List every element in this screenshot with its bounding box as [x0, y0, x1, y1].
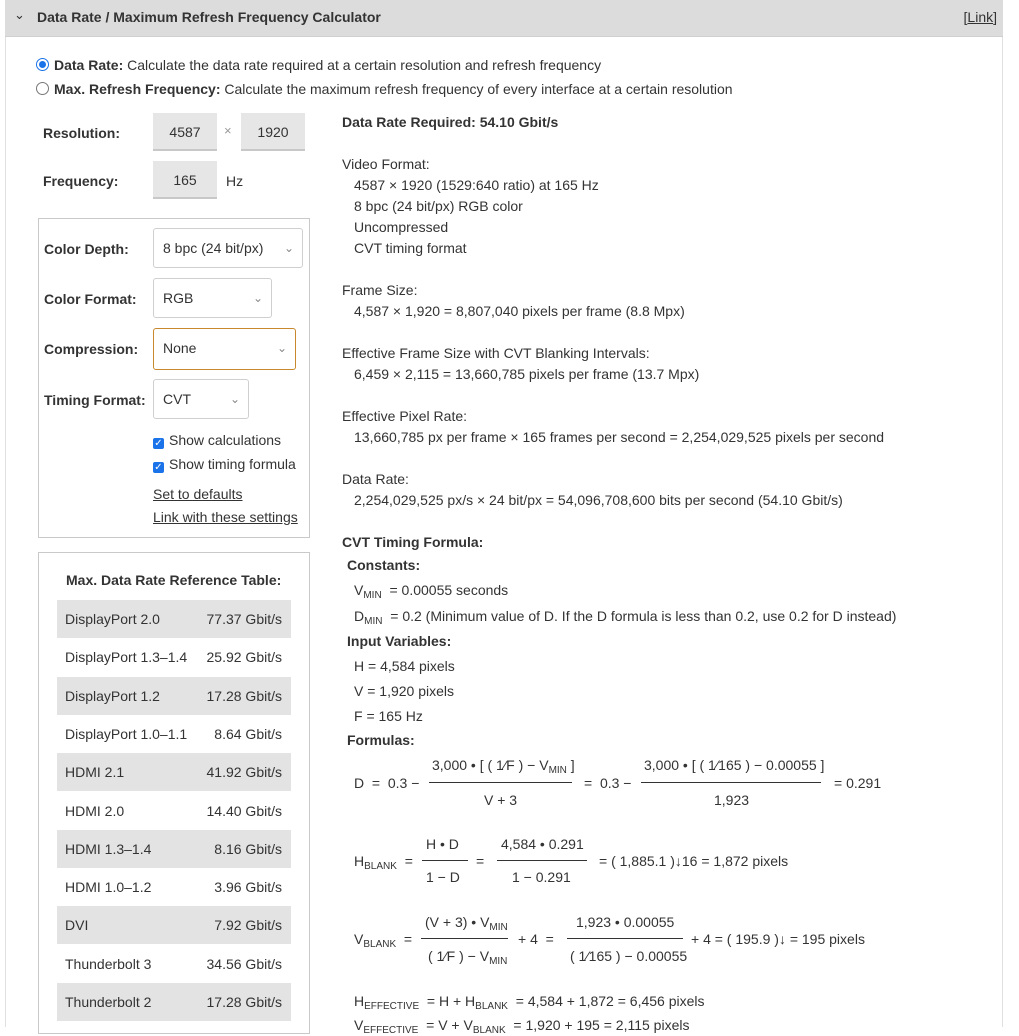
video-format-line: 4587 × 1920 (1529:640 ratio) at 165 Hz	[354, 177, 599, 193]
video-format-label: Video Format:	[342, 156, 430, 172]
set-defaults-link[interactable]: Set to defaults	[153, 486, 243, 502]
show-calculations-label: Show calculations	[169, 432, 282, 448]
chevron-down-icon: ⌄	[276, 341, 287, 355]
frame-size-label: Frame Size:	[342, 282, 418, 298]
frequency-input[interactable]: 165	[153, 161, 217, 199]
timing-format-label: Timing Format:	[44, 392, 146, 408]
interface-name: Thunderbolt 3	[65, 955, 152, 972]
frame-border-left	[5, 37, 6, 1027]
chevron-down-icon: ⌄	[283, 241, 294, 255]
data-rate-mode-desc: Calculate the data rate required at a certain resolution and refresh frequency	[127, 57, 602, 73]
show-calculations-checkbox[interactable]	[153, 432, 281, 449]
hblank-denominator-1: 1 − D	[426, 869, 460, 885]
interface-name: HDMI 1.0–1.2	[65, 879, 152, 896]
f-variable: F = 165 Hz	[354, 708, 423, 724]
interface-max-rate: 17.28 Gbit/s	[206, 687, 282, 704]
v-effective-rest: = 1,920 + 195 = 2,115 pixels	[513, 1017, 690, 1033]
vblank-fraction-bar-1	[421, 938, 508, 939]
vmin-constant: $V_{MIN} = 0.00055$ seconds	[354, 582, 509, 601]
chevron-down-icon: ⌄	[252, 291, 263, 305]
d-result: = 0.291	[834, 775, 882, 791]
interface-name: Thunderbolt 2	[65, 994, 152, 1010]
interface-max-rate: 41.92 Gbit/s	[206, 764, 282, 781]
permalink-label: Link	[967, 9, 994, 25]
d-formula-mid: = 0.3 −	[584, 775, 632, 791]
vblank-lhs: $V_{BLANK}$ =	[354, 931, 413, 950]
mode-data-rate[interactable]	[36, 57, 601, 73]
v-variable: V = 1,920 pixels	[354, 683, 455, 699]
vblank-result: + 4 = ( 195.9 )↓ = 195 pixels	[691, 931, 865, 947]
show-timing-formula-checkbox[interactable]	[153, 456, 296, 473]
chevron-down-icon[interactable]: ⌄	[14, 7, 25, 22]
data-rate-label: Data Rate:	[342, 471, 409, 487]
width-input[interactable]: 4587	[153, 113, 217, 151]
video-format-line: CVT timing format	[354, 240, 467, 256]
v-effective: $V_{EFFECTIVE} = V + V_{BLANK} = 1,920 + 195 = 2,115$ pixels	[354, 1017, 690, 1036]
color-format-value: RGB	[163, 290, 194, 306]
radio-data-rate[interactable]	[36, 58, 49, 71]
interface-name: DisplayPort 1.2	[65, 687, 160, 704]
hblank-numerator-2: 4,584 • 0.291	[501, 836, 584, 852]
d-formula-lhs: D = 0.3 −	[354, 775, 420, 791]
vblank-plus-four: + 4 =	[518, 931, 554, 947]
eff-frame-label: Effective Frame Size with CVT Blanking Intervals:	[342, 345, 650, 361]
d-numerator-1-text: 3,000 • [ ( 1⁄F ) − V	[432, 757, 549, 773]
color-depth-value: 8 bpc (24 bit/px)	[163, 240, 264, 256]
reference-row	[57, 792, 291, 830]
hblank-equals: =	[476, 853, 485, 869]
interface-max-rate: 14.40 Gbit/s	[206, 802, 282, 819]
interface-max-rate: 3.96 Gbit/s	[214, 879, 282, 896]
interface-max-rate: 7.92 Gbit/s	[214, 917, 282, 934]
max-refresh-mode-label: Max. Refresh Frequency:	[54, 81, 221, 97]
interface-name: DisplayPort 1.0–1.1	[65, 725, 188, 742]
vblank-denominator-2: ( 1⁄165 ) − 0.00055	[570, 948, 688, 964]
constants-label: Constants:	[347, 557, 421, 573]
interface-max-rate: 17.28 Gbit/s	[206, 994, 282, 1010]
pixel-rate-value: 13,660,785 px per frame × 165 frames per second = 2,254,029,525 pixels per second	[354, 429, 885, 445]
hz-unit: Hz	[226, 173, 244, 189]
reference-row	[57, 677, 291, 715]
color-format-select[interactable]	[153, 278, 272, 318]
vblank-numerator-2: 1,923 • 0.00055	[576, 914, 675, 930]
hblank-fraction-bar-1	[422, 860, 468, 861]
times-sign: ×	[224, 123, 232, 138]
vblank-numerator-1-text: (V + 3) • V	[425, 914, 490, 930]
interface-max-rate: 34.56 Gbit/s	[206, 955, 282, 972]
reference-row	[57, 715, 291, 753]
page-title: Data Rate / Maximum Refresh Frequency Calculator	[37, 9, 381, 25]
formulas-label: Formulas:	[347, 732, 415, 748]
height-input[interactable]: 1920	[241, 113, 305, 151]
d-numerator-1: 3,000 • [ ( 1⁄F ) − $V_{MIN}$ ]	[432, 757, 575, 776]
compression-select[interactable]	[153, 328, 296, 370]
link-close-bracket: ]	[993, 9, 997, 25]
link-settings-link[interactable]: Link with these settings	[153, 509, 298, 525]
chevron-down-icon: ⌄	[229, 392, 240, 406]
color-format-label: Color Format:	[44, 291, 137, 307]
interface-name: HDMI 2.1	[65, 764, 125, 781]
data-rate-value: 2,254,029,525 px/s × 24 bit/px = 54,096,708,600 bits per second (54.10 Gbit/s)	[354, 492, 843, 508]
pixel-rate-label: Effective Pixel Rate:	[342, 408, 468, 424]
reference-row	[57, 906, 291, 944]
reference-row	[57, 983, 291, 1021]
radio-max-refresh[interactable]	[36, 82, 49, 95]
interface-max-rate: 25.92 Gbit/s	[206, 649, 282, 666]
hblank-numerator-1: H • D	[426, 836, 459, 852]
checkmark-icon[interactable]: ✓	[154, 462, 163, 473]
vblank-numerator-1: (V + 3) • $V_{MIN}$	[425, 914, 508, 933]
video-format-line: 8 bpc (24 bit/px) RGB color	[354, 198, 523, 214]
color-depth-select[interactable]	[153, 228, 303, 268]
vblank-fraction-bar-2	[567, 938, 683, 939]
frame-size-value: 4,587 × 1,920 = 8,807,040 pixels per frame (8.8 Mpx)	[354, 303, 685, 319]
checkmark-icon[interactable]: ✓	[154, 438, 163, 449]
vmin-value: = 0.00055 seconds	[389, 582, 509, 598]
reference-row	[57, 753, 291, 791]
timing-format-select[interactable]	[153, 379, 249, 419]
data-rate-mode-label: Data Rate:	[54, 57, 124, 73]
d-denominator-1: V + 3	[484, 792, 518, 808]
permalink[interactable]	[964, 9, 997, 25]
hblank-lhs: $H_{BLANK}$ =	[354, 853, 413, 872]
d-numerator-2: 3,000 • [ ( 1⁄165 ) − 0.00055 ]	[644, 757, 825, 773]
show-timing-formula-label: Show timing formula	[169, 456, 296, 472]
interface-max-rate: 77.37 Gbit/s	[206, 611, 282, 627]
reference-row	[57, 830, 291, 868]
video-format-line: Uncompressed	[354, 219, 449, 235]
eff-frame-value: 6,459 × 2,115 = 13,660,785 pixels per frame (13.7 Mpx)	[354, 366, 700, 382]
compression-label: Compression:	[44, 341, 139, 357]
dmin-constant: $D_{MIN} = 0.2$ (Minimum value of D. If the D formula is less than 0.2, use 0.2 for D instead)	[354, 608, 897, 627]
data-rate-required: Data Rate Required: 54.10 Gbit/s	[342, 114, 559, 130]
h-effective-eq: = H + H	[426, 993, 476, 1009]
interface-name: HDMI 1.3–1.4	[65, 840, 152, 857]
max-refresh-mode-desc: Calculate the maximum refresh frequency of every interface at a certain resolution	[224, 81, 733, 97]
d-fraction-bar-2	[641, 782, 821, 783]
interface-name: HDMI 2.0	[65, 802, 125, 819]
frequency-label: Frequency:	[43, 173, 119, 189]
interface-max-rate: 8.16 Gbit/s	[214, 840, 282, 857]
interface-name: DisplayPort 2.0	[65, 611, 160, 627]
vblank-denominator-1-text: ( 1⁄F ) − V	[428, 948, 490, 964]
frame-border-right	[1002, 37, 1003, 1027]
cvt-title: CVT Timing Formula:	[342, 534, 484, 550]
h-effective-rest: = 4,584 + 1,872 = 6,456 pixels	[515, 993, 705, 1009]
link-open-bracket: [	[963, 9, 968, 25]
color-depth-label: Color Depth:	[44, 241, 129, 257]
hblank-fraction-bar-2	[497, 860, 587, 861]
reference-row	[57, 868, 291, 906]
dmin-value: = 0.2 (Minimum value of D. If the D formula is less than 0.2, use 0.2 for D instead)	[390, 608, 897, 624]
v-effective-eq: = V + V	[426, 1017, 473, 1033]
interface-name: DisplayPort 1.3–1.4	[65, 649, 188, 666]
vblank-denominator-1: ( 1⁄F ) − $V_{MIN}$	[428, 948, 508, 967]
h-effective: $H_{EFFECTIVE} = H + H_{BLANK} = 4,584 + 1,872 = 6,456$ pixels	[354, 993, 705, 1012]
resolution-label: Resolution:	[43, 125, 120, 141]
reference-row	[57, 600, 291, 638]
compression-value: None	[163, 340, 197, 356]
reference-row	[57, 638, 291, 676]
d-fraction-bar-1	[429, 782, 572, 783]
timing-format-value: CVT	[163, 391, 191, 407]
calculator-header[interactable]	[5, 0, 1003, 37]
reference-title: Max. Data Rate Reference Table:	[66, 572, 282, 588]
h-variable: H = 4,584 pixels	[354, 658, 455, 674]
interface-name: DVI	[65, 917, 89, 934]
hblank-result: = ( 1,885.1 )↓16 = 1,872 pixels	[599, 853, 789, 869]
hblank-denominator-2: 1 − 0.291	[512, 869, 571, 885]
mode-max-refresh[interactable]	[36, 81, 733, 97]
d-denominator-2: 1,923	[714, 792, 750, 808]
interface-max-rate: 8.64 Gbit/s	[214, 725, 282, 742]
inputs-label: Input Variables:	[347, 633, 452, 649]
reference-row	[57, 945, 291, 983]
